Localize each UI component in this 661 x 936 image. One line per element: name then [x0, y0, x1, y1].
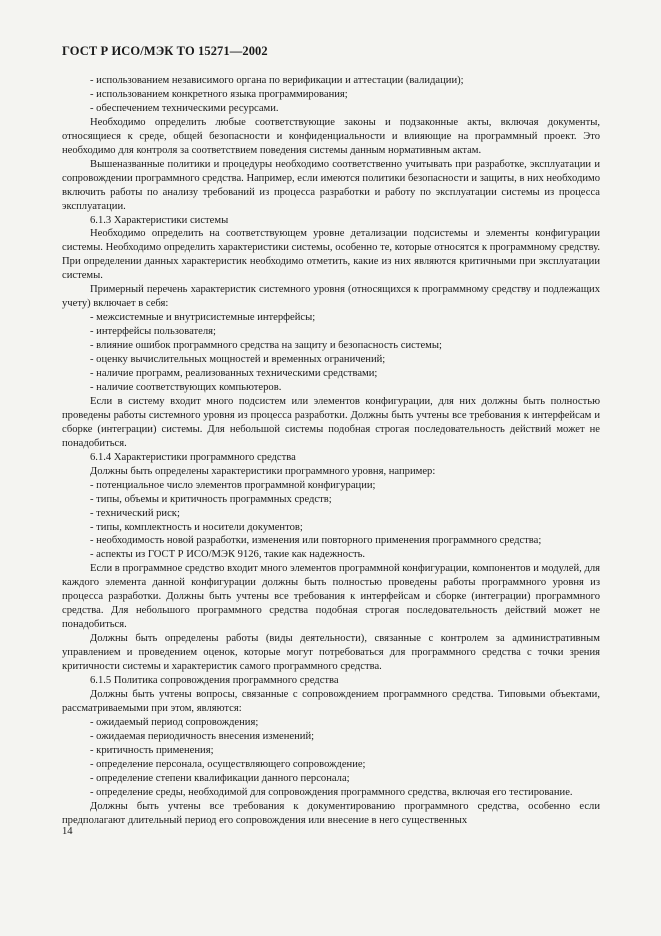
list-item: - влияние ошибок программного средства на защиту и безопасность системы;	[90, 340, 442, 352]
list-item: - интерфейсы пользователя;	[90, 326, 216, 338]
list-item: - типы, объемы и критичность программных средств;	[90, 493, 332, 505]
list-item: - наличие соответствующих компьютеров.	[90, 381, 282, 393]
list-item: - определение персонала, осуществляющего сопровождение;	[90, 758, 366, 770]
list-item: - потенциальное число элементов программной конфигурации;	[90, 479, 376, 491]
list-item: - обеспечением техническими ресурсами.	[90, 102, 279, 114]
list-item: - технический риск;	[90, 507, 180, 519]
paragraph: Должны быть учтены все требования к документированию программного средства, особенно если предполагают длительный период его сопровождения или внесение в него существенных	[62, 800, 600, 826]
page-number: 14	[62, 826, 73, 837]
list-item: - определение среды, необходимой для сопровождения программного средства, включая его тестирование.	[90, 786, 573, 798]
list-item: - аспекты из ГОСТ Р ИСО/МЭК 9126, такие как надежность.	[90, 549, 366, 561]
paragraph: Должны быть определены характеристики программного уровня, например:	[90, 465, 436, 477]
list-item: - использованием конкретного языка программирования;	[90, 88, 348, 100]
paragraph: Должны быть определены работы (виды деятельности), связанные с контролем за административным управлением и проведением оценок, которые могут потребоваться для программного средства с точки зрения критичности системы и характеристик самого программного средства.	[62, 633, 600, 673]
page-header: ГОСТ Р ИСО/МЭК ТО 15271—2002	[62, 44, 268, 58]
paragraph: Если в программное средство входит много элементов программной конфигурации, компонентов и модулей, для каждого элемента данной конфигурации должны быть полностью проведены работы программного уровня из процесса разработки. Должны быть учтены все требования к интерфейсам и сборке (интеграции) программного средства. Для небольшого программного средства подобная строгая последовательность действий может не понадобиться.	[62, 563, 600, 631]
list-item: - критичность применения;	[90, 744, 214, 756]
list-item: - наличие программ, реализованных техническими средствами;	[90, 368, 378, 380]
section-heading: 6.1.4 Характеристики программного средства	[90, 451, 296, 463]
paragraph: Необходимо определить на соответствующем уровне детализации подсистемы и элементы конфигурации системы. Необходимо определить характеристики системы, особенно те, которые относятся к программному средству. При определении данных характеристик необходимо отметить, какие из них являются критичными при эксплуатации системы.	[62, 228, 600, 282]
list-item: - ожидаемая периодичность внесения изменений;	[90, 730, 315, 742]
list-item: - типы, комплектность и носители документов;	[90, 521, 303, 533]
list-item: - необходимость новой разработки, изменения или повторного применения программного средства;	[90, 535, 542, 547]
paragraph: Примерный перечень характеристик системного уровня (относящихся к программному средству и подлежащих учету) включает в себя:	[62, 284, 600, 310]
list-item: - ожидаемый период сопровождения;	[90, 716, 259, 728]
section-heading: 6.1.5 Политика сопровождения программного средства	[90, 674, 339, 686]
list-item: - межсистемные и внутрисистемные интерфейсы;	[90, 312, 316, 324]
paragraph: Вышеназванные политики и процедуры необходимо соответственно учитывать при разработке, эксплуатации и сопровождении программного средства. Например, если имеются политики безопасности и защиты, в них необходимо включить работы по анализу требований из процесса разработки и работу по эксплуатации системы из процесса эксплуатации.	[62, 158, 601, 212]
section-heading: 6.1.3 Характеристики системы	[90, 214, 229, 226]
list-item: - определение степени квалификации данного персонала;	[90, 772, 350, 784]
list-item: - оценку вычислительных мощностей и временных ограничений;	[90, 354, 386, 366]
paragraph: Должны быть учтены вопросы, связанные с сопровождением программного средства. Типовыми объектами, рассматриваемыми при этом, являются:	[62, 688, 600, 714]
paragraph: Если в систему входит много подсистем или элементов конфигурации, для них должны быть полностью проведены работы системного уровня из процесса разработки. Должны быть учтены все требования к интерфейсам и сборке (интеграции) системы. Для небольшой системы подобная строгая последовательность действий может не понадобиться.	[62, 395, 600, 449]
page-body	[62, 74, 600, 827]
paragraph: Необходимо определить любые соответствующие законы и подзаконные акты, включая документы, относящиеся к среде, общей безопасности и конфиденциальности и влияющие на программный проект. Это необходимо для контроля за соответствием поведения системы данным нормативным актам.	[62, 116, 600, 156]
list-item: - использованием независимого органа по верификации и аттестации (валидации);	[90, 75, 464, 86]
